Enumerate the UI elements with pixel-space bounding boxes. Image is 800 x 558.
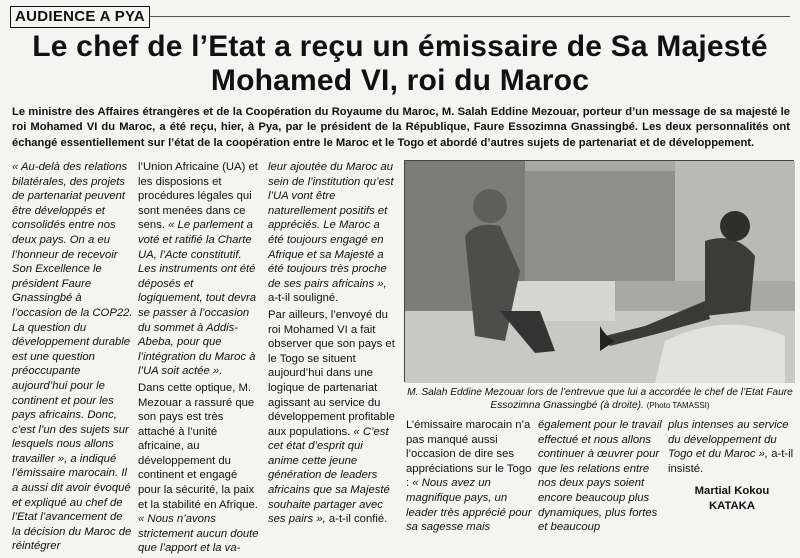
column-5-text: également pour le travail effectué et nous allons continuer à œuvrer pour que les relations entre nos deux pays soient encore beaucoup plus dynamiques, plus fortes et beaucoup (538, 419, 662, 534)
column-6-attribution: a-t-il insisté. (668, 448, 794, 475)
column-2-text-plain: l’Union Africaine (UA) et les disposions et procédures légales qui sont menées dans ce sens. (138, 161, 258, 232)
column-3-attribution-2: a-t-il confié. (325, 513, 388, 526)
author-last-name: KATAKA (708, 499, 755, 512)
column-2-text-plain-2: Dans cette optique, M. Mezouar a rassuré que son pays est très attaché à l’unité africaine, au développement du continent et engagé pour la sécurité, la paix et la stabilité en Afrique. (138, 381, 258, 511)
column-3-quote-2: « C’est cet état d’esprit qui anime cette jeune génération de leaders africains que sa Majesté souhaite partager avec ses pairs », (268, 425, 390, 526)
column-2-paragraph-1 (138, 160, 260, 379)
author-signature (668, 484, 796, 513)
column-3-text-plain: Par ailleurs, l’envoyé du roi Mohamed VI a fait observer que son pays et le Togo se situent aujourd’hui dans une logique de partenariat agissant au service du développement profitable aux populations. (268, 308, 395, 438)
section-rubric: AUDIENCE A PYA (10, 6, 150, 28)
article-column-3 (268, 160, 396, 529)
author-first-name: Martial Kokou (694, 485, 770, 498)
article-photo (404, 160, 794, 382)
article-column-2 (138, 160, 260, 558)
headline (0, 30, 800, 98)
column-3-attribution: a-t-il souligné. (268, 292, 339, 305)
photo-credit: (Photo TAMASSI) (646, 401, 710, 410)
column-3-quote: leur ajoutée du Maroc au sein de l’institution qu’est l’UA vont être naturellement positifs et appréciés. Le Maroc a été toujours engagé en Afrique et sa Majesté a été toujours très proche de ses pairs africains », (268, 161, 394, 290)
article-column-5 (538, 418, 666, 537)
column-2-paragraph-2 (138, 381, 260, 556)
column-4-text-plain: L’émissaire marocain n’a pas manqué aussi l’occasion de dire ses appréciations sur le Togo : (406, 419, 532, 490)
column-4-quote: « Nous avez un magnifique pays, un leader très apprécié pour sa sagesse mais (406, 477, 532, 534)
column-6-paragraph (668, 418, 796, 476)
rubric-rule (150, 16, 790, 17)
column-3-paragraph-2 (268, 308, 396, 527)
photo-caption (406, 386, 794, 412)
headline-line-2: Mohamed VI, roi du Maroc (210, 64, 590, 97)
article-chapeau: Le ministre des Affaires étrangères et de la Coopération du Royaume du Maroc, M. Salah Eddine Mezouar, porteur d’un message de sa majesté le roi Mohamed VI du Maroc, a été reçu, hier, à Pya, par le président de la République, Faure Essozimna Gnassingbé. Les deux personnalités ont échangé essentiellement sur l’état de la coopération entre le Maroc et le Togo et abordé d’autres sujets de partenariat et de développement. (12, 106, 790, 149)
column-2-quote: « Le parlement a voté et ratifié la Charte UA, l’Acte constitutif. Les instruments ont été déposés et logiquement, tout devra se passer à l’occasion du sommet à Addis-Abeba, pour que l’intégration du Maroc à l’UA soit actée ». (138, 219, 257, 378)
column-2-quote-2: « Nous n’avons strictement aucun doute que l’apport et la va- (138, 513, 259, 555)
headline-line-1: Le chef de l’Etat a reçu un émissaire de Sa Majesté (32, 30, 768, 63)
column-6-quote: plus intenses au service du développement du Togo et du Maroc », (668, 419, 789, 461)
article-column-4 (406, 418, 536, 537)
article-column-1 (12, 160, 134, 556)
column-1-text: « Au-delà des relations bilatérales, des projets de partenariat peuvent être développés et consolidés entre nos deux pays. On a eu l’honneur de recevoir Son Excellence le président Faure Gnassingbé à l’occasion de la COP22. La question du développement durable est une question préoccupante aujourd’hui pour le continent et pour les pays africains. Donc, c’est l’un des sujets sur lesquels nous allons travailler », a indiqué l’émissaire marocain. Il a aussi dit avoir évoqué et expliqué au chef de l’Etat l’avancement de la décision du Maroc de réintégrer (12, 161, 133, 553)
photo-caption-text: M. Salah Eddine Mezouar lors de l’entrevue que lui a accordée le chef de l’Etat Faure Essozimna Gnassingbé (à droite). (407, 387, 793, 411)
column-3-paragraph-1 (268, 160, 396, 306)
photo-illustration (405, 161, 795, 383)
article-column-6 (668, 418, 796, 516)
column-4-paragraph (406, 418, 536, 535)
